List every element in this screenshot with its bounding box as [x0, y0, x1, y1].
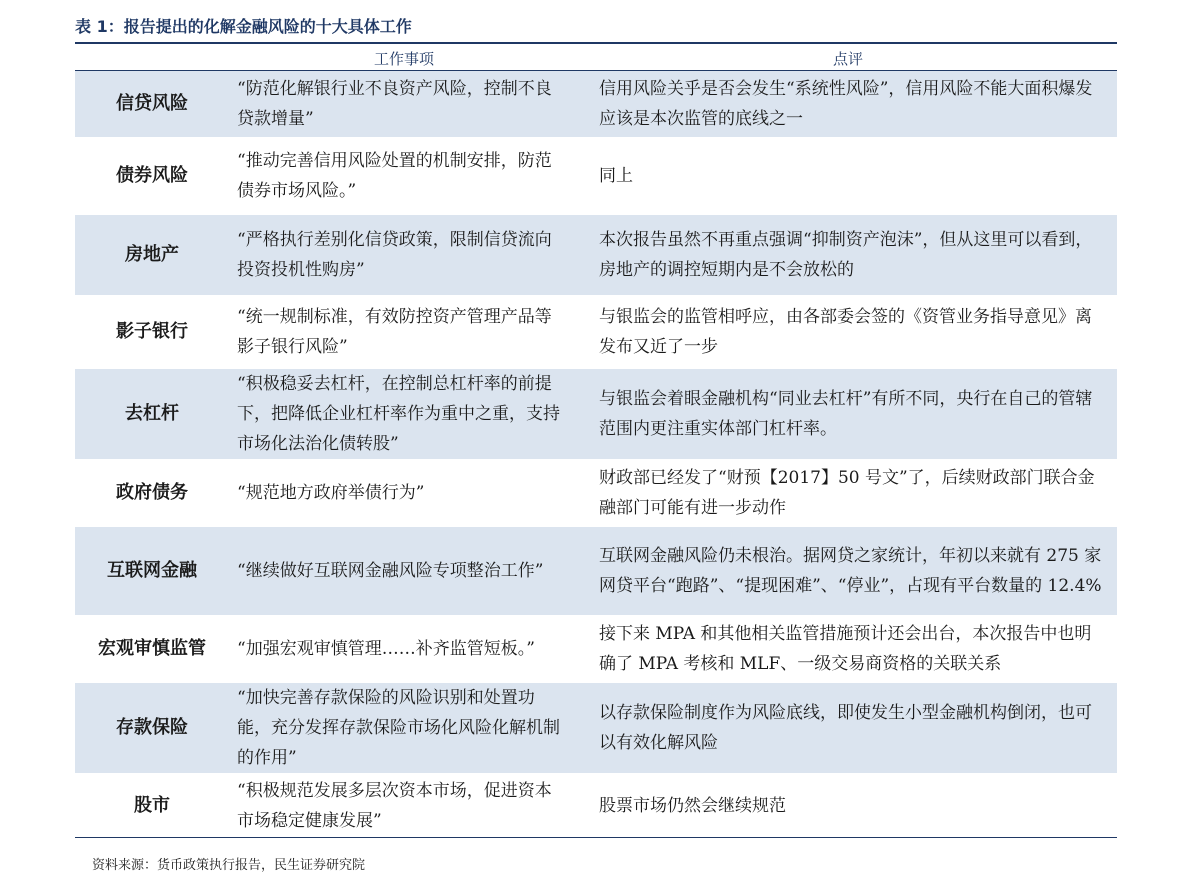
row-comment: 股票市场仍然会继续规范	[599, 795, 786, 816]
row-work-item: “统一规制标准，有效防控资产管理产品等影子银行风险”	[237, 306, 552, 357]
row-work-item: “规范地方政府举债行为”	[237, 482, 425, 503]
row-comment: 本次报告虽然不再重点强调“抑制资产泡沫”，但从这里可以看到，房地产的调控短期内是不会放松的	[579, 214, 1117, 296]
row-comment: 与银监会的监管相呼应，由各部委会签的《资管业务指导意见》离发布又近了一步	[599, 306, 1092, 357]
caption-divider	[75, 42, 1117, 44]
row-work-item: “严格执行差别化信贷政策，限制信贷流向投资投机性购房”	[229, 214, 579, 296]
row-topic: 政府债务	[116, 481, 188, 503]
table-caption: 表 1：报告提出的化解金融风险的十大具体工作	[75, 17, 412, 36]
table-row	[75, 616, 1117, 682]
header-work-items: 工作事项	[229, 46, 579, 71]
row-topic: 债券风险	[116, 164, 188, 186]
row-topic: 宏观审慎监管	[98, 637, 206, 659]
table-row	[75, 138, 1117, 214]
row-comment: 接下来 MPA 和其他相关监管措施预计还会出台，本次报告中也明确了 MPA 考核和 MLF、一级交易商资格的关联关系	[599, 623, 1092, 674]
table-row	[75, 460, 1117, 526]
header-topic	[75, 46, 229, 71]
table-row	[75, 368, 1117, 460]
row-topic: 去杠杆	[75, 368, 229, 460]
row-work-item: “推动完善信用风险处置的机制安排，防范债券市场风险。”	[237, 150, 552, 201]
table-row	[75, 214, 1117, 296]
table-row	[75, 774, 1117, 838]
row-work-item: “积极稳妥去杠杆，在控制总杠杆率的前提下，把降低企业杠杆率作为重中之重，支持市场化法治化债转股”	[229, 368, 579, 460]
row-comment: 互联网金融风险仍未根治。据网贷之家统计，年初以来就有 275 家网贷平台“跑路”、“提现困难”、“停业”，占现有平台数量的 12.4%	[579, 526, 1117, 616]
header-comment: 点评	[579, 46, 1117, 71]
source-note: 资料来源：货币政策执行报告，民生证券研究院	[92, 858, 366, 873]
row-topic: 互联网金融	[75, 526, 229, 616]
row-topic: 影子银行	[116, 320, 188, 342]
row-topic: 股市	[134, 794, 170, 816]
table-row	[75, 296, 1117, 368]
table-row	[75, 71, 1117, 138]
row-work-item: “加强宏观审慎管理……补齐监管短板。”	[237, 638, 535, 659]
row-comment: 以存款保险制度作为风险底线，即使发生小型金融机构倒闭，也可以有效化解风险	[579, 682, 1117, 774]
row-comment: 与银监会着眼金融机构“同业去杠杆”有所不同，央行在自己的管辖范围内更注重实体部门杠杆率。	[579, 368, 1117, 460]
row-work-item: “加快完善存款保险的风险识别和处置功能，充分发挥存款保险市场化风险化解机制的作用”	[229, 682, 579, 774]
row-comment: 财政部已经发了“财预【2017】50 号文”了，后续财政部门联合金融部门可能有进一步动作	[599, 467, 1095, 518]
table-header-row	[75, 46, 1117, 71]
row-work-item: “防范化解银行业不良资产风险，控制不良贷款增量”	[229, 71, 579, 138]
row-topic: 房地产	[75, 214, 229, 296]
table-row	[75, 526, 1117, 616]
row-topic: 存款保险	[75, 682, 229, 774]
row-comment: 同上	[599, 165, 633, 186]
risk-table	[75, 46, 1117, 838]
table-row	[75, 682, 1117, 774]
row-work-item: “继续做好互联网金融风险专项整治工作”	[229, 526, 579, 616]
row-comment: 信用风险关乎是否会发生“系统性风险”，信用风险不能大面积爆发应该是本次监管的底线之一	[579, 71, 1117, 138]
row-topic: 信贷风险	[75, 71, 229, 138]
row-work-item: “积极规范发展多层次资本市场，促进资本市场稳定健康发展”	[237, 780, 552, 831]
